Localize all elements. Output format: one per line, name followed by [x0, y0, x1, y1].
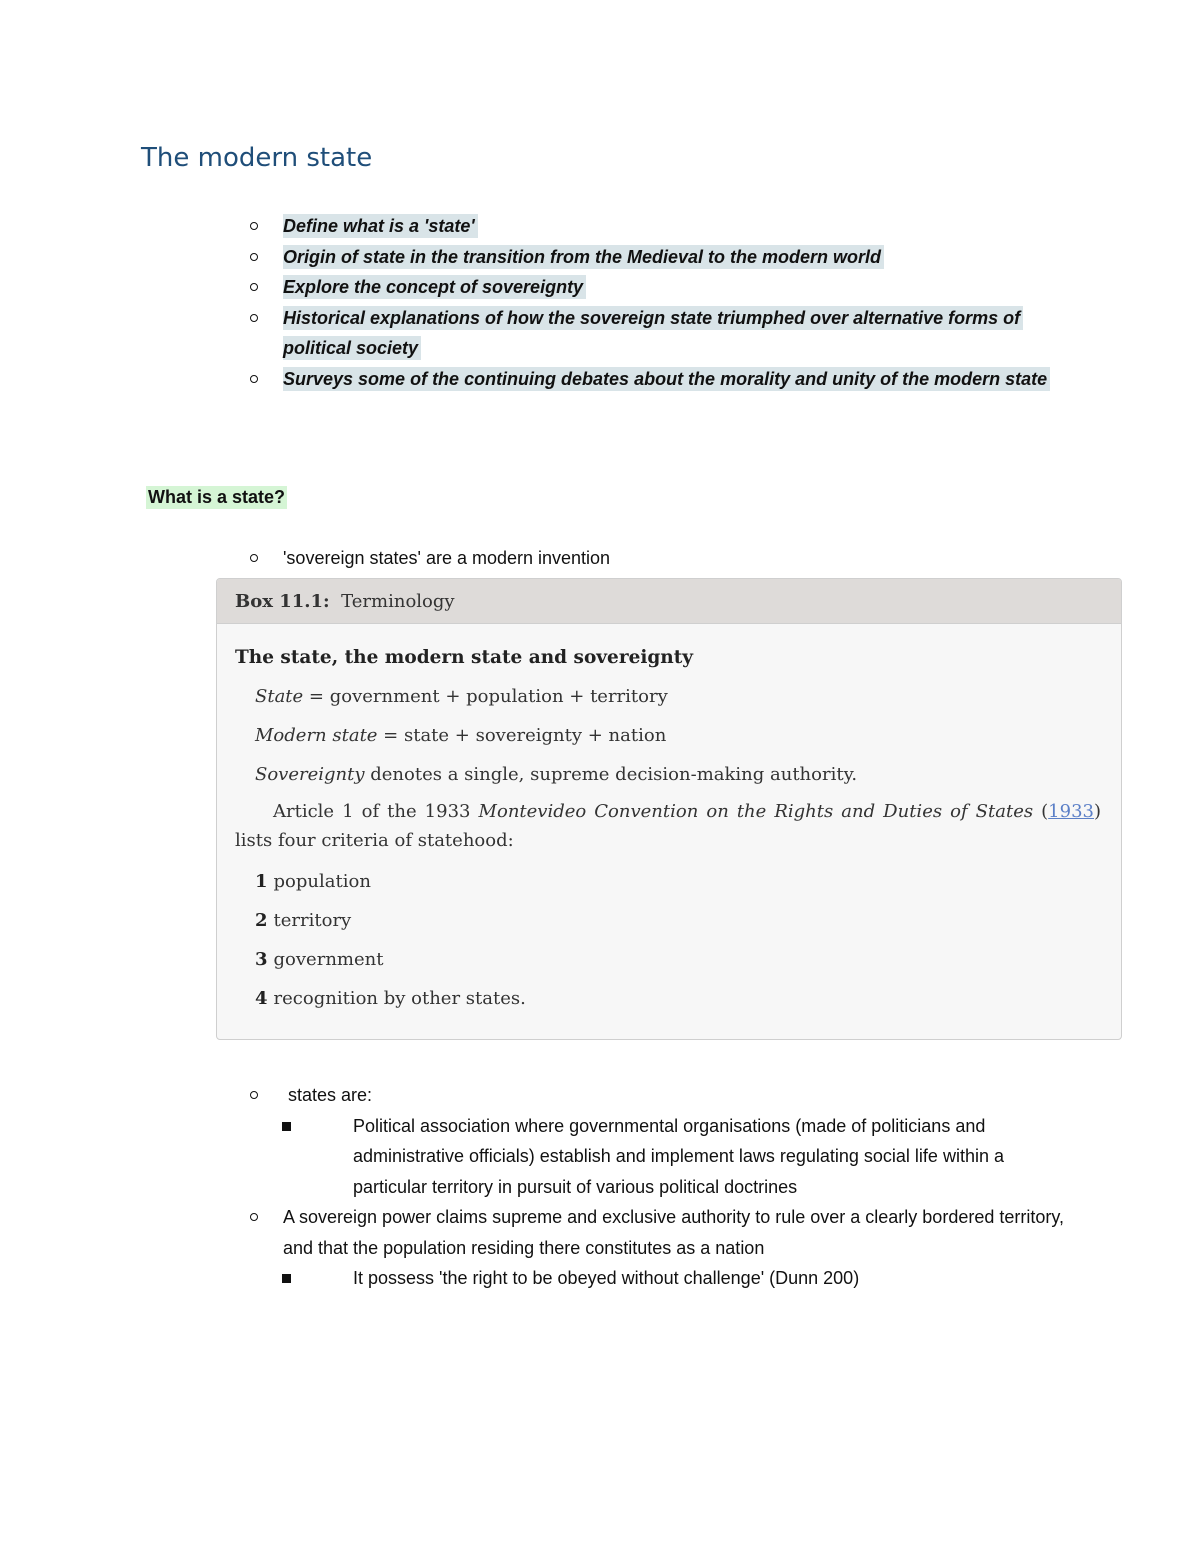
article-paragraph: Article 1 of the 1933 Montevideo Convention on the Rights and Duties of States (1933) lists four criteria of statehood: — [235, 801, 1102, 851]
modern-state-definition: Modern state = state + sovereignty + nation — [255, 725, 667, 746]
list-item: Explore the concept of sovereignty — [246, 272, 1076, 303]
section-heading: What is a state? — [148, 487, 286, 507]
hollow-circle-bullet-icon — [250, 283, 258, 291]
list-item: Surveys some of the continuing debates about the morality and unity of the modern state — [246, 364, 1076, 395]
box-label-text: Terminology — [341, 591, 455, 612]
list-item: states are: — [246, 1080, 1076, 1111]
criterion-item: 3 government — [255, 949, 384, 970]
hollow-circle-bullet-icon — [250, 222, 258, 230]
hollow-circle-bullet-icon — [250, 253, 258, 261]
list-item: 'sovereign states' are a modern invention — [246, 543, 610, 574]
list-item: Historical explanations of how the sovereign state triumphed over alternative forms of political society — [246, 303, 1076, 364]
square-bullet-icon — [282, 1122, 291, 1131]
list-item: Origin of state in the transition from the Medieval to the modern world — [246, 242, 1076, 273]
hollow-circle-bullet-icon — [250, 375, 258, 383]
box-label: Box 11.1: — [235, 591, 330, 612]
box-subtitle: The state, the modern state and sovereignty — [235, 647, 694, 668]
citation-link[interactable]: 1933 — [1048, 801, 1094, 822]
square-bullet-icon — [282, 1274, 291, 1283]
definitions-list — [246, 1080, 1076, 1294]
criterion-item: 1 population — [255, 871, 371, 892]
box-header — [217, 579, 1121, 624]
objectives-list — [246, 211, 1076, 394]
list-item: Define what is a 'state' — [246, 211, 1076, 242]
criterion-item: 2 territory — [255, 910, 352, 931]
sub-list-item: It possess 'the right to be obeyed without challenge' (Dunn 200) — [209, 1263, 1076, 1294]
box-body — [217, 646, 1121, 1011]
sub-list-item: Political association where governmental organisations (made of politicians and administrative officials) establish and implement laws regulating social life within a particular territory in pursuit of various political doctrines — [209, 1111, 1076, 1203]
intro-list — [246, 543, 610, 574]
list-item: A sovereign power claims supreme and exclusive authority to rule over a clearly bordered territory, and that the population residing there constitutes as a nation — [246, 1202, 1076, 1263]
terminology-box — [216, 578, 1122, 1040]
page-title: The modern state — [141, 143, 373, 173]
sovereignty-definition: Sovereignty denotes a single, supreme decision-making authority. — [255, 764, 858, 785]
hollow-circle-bullet-icon — [250, 1213, 258, 1221]
criterion-item: 4 recognition by other states. — [255, 988, 526, 1009]
hollow-circle-bullet-icon — [250, 554, 258, 562]
hollow-circle-bullet-icon — [250, 1091, 258, 1099]
state-definition: State = government + population + territory — [255, 686, 668, 707]
hollow-circle-bullet-icon — [250, 314, 258, 322]
